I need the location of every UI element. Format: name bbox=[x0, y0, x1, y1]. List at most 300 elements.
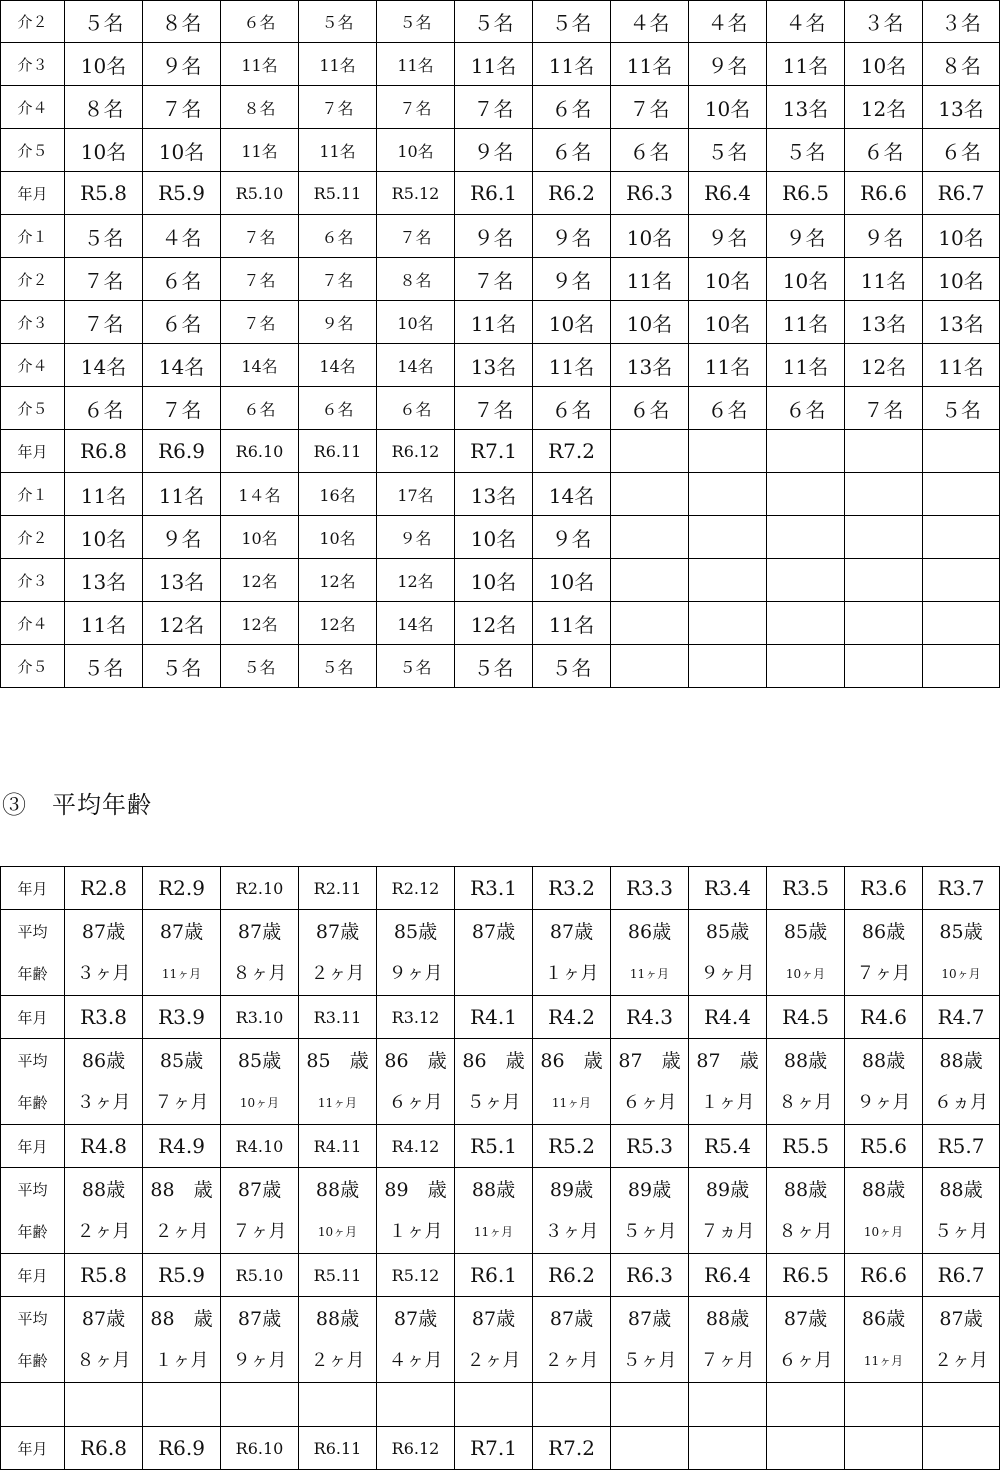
table-cell: 11名 bbox=[533, 602, 611, 645]
table-cell: R5.8 bbox=[65, 172, 143, 215]
table-cell bbox=[611, 516, 689, 559]
table-cell: 11名 bbox=[767, 344, 845, 387]
table-cell: 12名 bbox=[299, 602, 377, 645]
table-cell: ３名 bbox=[923, 1, 1000, 43]
age-stack bbox=[65, 1175, 142, 1247]
table-cell: 12名 bbox=[221, 559, 299, 602]
age-years: 88歳 bbox=[939, 1049, 983, 1072]
table-row bbox=[1, 344, 1000, 387]
age-stack bbox=[689, 917, 766, 989]
age-months: ８ヶ月 bbox=[76, 1349, 131, 1371]
age-years: 87歳 bbox=[81, 920, 126, 943]
table-cell: ５名 bbox=[65, 215, 143, 258]
row-label: 年月 bbox=[1, 1125, 65, 1168]
age-cell bbox=[689, 1039, 767, 1125]
table-cell: ９名 bbox=[533, 215, 611, 258]
age-cell bbox=[65, 910, 143, 996]
table-cell: ７名 bbox=[143, 86, 221, 129]
row-label: 介５ bbox=[1, 129, 65, 172]
age-cell bbox=[923, 910, 1000, 996]
age-cell bbox=[533, 1297, 611, 1383]
table-cell: ８名 bbox=[923, 43, 1000, 86]
age-months: 11ヶ月 bbox=[317, 1095, 358, 1110]
age-years: 89歳 bbox=[627, 1178, 672, 1201]
average-age-row bbox=[1, 1039, 1000, 1125]
row-label: 介２ bbox=[1, 1, 65, 43]
table-cell: 11名 bbox=[533, 43, 611, 86]
age-months: 11ヶ月 bbox=[161, 966, 202, 981]
empty-cell bbox=[923, 1383, 1000, 1427]
age-cell bbox=[845, 1039, 923, 1125]
age-cell bbox=[221, 1168, 299, 1254]
table-cell: ６名 bbox=[611, 387, 689, 430]
table-cell: 11名 bbox=[767, 301, 845, 344]
year-month-row bbox=[1, 1427, 1000, 1470]
table-cell: 13名 bbox=[455, 344, 533, 387]
table-cell: ７名 bbox=[65, 258, 143, 301]
table-cell: 13名 bbox=[65, 559, 143, 602]
age-years: 85歳 bbox=[159, 1049, 204, 1072]
table-cell: 14名 bbox=[377, 602, 455, 645]
age-stack bbox=[767, 1304, 844, 1376]
month-cell: R6.3 bbox=[611, 1254, 689, 1297]
table-cell: 13名 bbox=[923, 301, 1000, 344]
month-cell: R6.4 bbox=[689, 1254, 767, 1297]
table-cell: ５名 bbox=[65, 1, 143, 43]
age-months: ７ヵ月 bbox=[700, 1220, 755, 1242]
year-month-row bbox=[1, 1254, 1000, 1297]
age-stack bbox=[377, 1046, 454, 1118]
empty-cell bbox=[533, 1383, 611, 1427]
age-cell bbox=[377, 1297, 455, 1383]
row-label: 介１ bbox=[1, 215, 65, 258]
month-cell: R6.8 bbox=[65, 1427, 143, 1470]
table-cell: ７名 bbox=[221, 301, 299, 344]
month-cell: R5.10 bbox=[221, 1254, 299, 1297]
month-cell: R2.12 bbox=[377, 867, 455, 910]
age-years: 85歳 bbox=[237, 1049, 282, 1072]
age-months: １ヶ月 bbox=[700, 1091, 755, 1113]
age-months: ６ヶ月 bbox=[622, 1091, 677, 1113]
table-cell: ７名 bbox=[611, 86, 689, 129]
month-cell: R3.11 bbox=[299, 996, 377, 1039]
table-cell: ５名 bbox=[377, 645, 455, 688]
table-cell: ５名 bbox=[221, 645, 299, 688]
age-stack bbox=[845, 1304, 922, 1376]
table-cell: 12名 bbox=[299, 559, 377, 602]
table-cell: ６名 bbox=[689, 387, 767, 430]
empty-cell bbox=[299, 1383, 377, 1427]
empty-cell bbox=[1, 1383, 65, 1427]
month-cell: R4.11 bbox=[299, 1125, 377, 1168]
table-cell bbox=[923, 602, 1000, 645]
age-years: 87歳 bbox=[81, 1307, 126, 1330]
age-years: 86歳 bbox=[861, 920, 906, 943]
month-cell bbox=[767, 1427, 845, 1470]
age-months: ３ヶ月 bbox=[76, 1091, 131, 1113]
table-cell: R6.7 bbox=[923, 172, 1000, 215]
table-cell bbox=[845, 602, 923, 645]
table-cell: ７名 bbox=[455, 258, 533, 301]
age-years: 87歳 bbox=[549, 920, 594, 943]
month-cell: R2.9 bbox=[143, 867, 221, 910]
table-cell: ９名 bbox=[455, 215, 533, 258]
row-label: 介５ bbox=[1, 645, 65, 688]
table-cell: 10名 bbox=[689, 86, 767, 129]
age-cell bbox=[299, 1039, 377, 1125]
table-cell: 12名 bbox=[377, 559, 455, 602]
table-row bbox=[1, 602, 1000, 645]
month-cell: R4.10 bbox=[221, 1125, 299, 1168]
table-cell: 11名 bbox=[143, 473, 221, 516]
age-stack bbox=[377, 917, 454, 989]
table-row bbox=[1, 258, 1000, 301]
table-cell: ９名 bbox=[455, 129, 533, 172]
age-years: 87 歳 bbox=[618, 1049, 681, 1072]
month-cell: R3.7 bbox=[923, 867, 1000, 910]
label-average: 平均 bbox=[17, 922, 48, 941]
empty-cell bbox=[689, 1383, 767, 1427]
age-months: 10ヶ月 bbox=[317, 1224, 358, 1239]
empty-cell bbox=[455, 1383, 533, 1427]
age-years: 88歳 bbox=[783, 1178, 828, 1201]
month-cell: R4.3 bbox=[611, 996, 689, 1039]
row-label: 介３ bbox=[1, 43, 65, 86]
label-age: 年齢 bbox=[17, 1222, 48, 1241]
table-cell: ６名 bbox=[143, 258, 221, 301]
table-cell: ９名 bbox=[689, 215, 767, 258]
table-cell: ６名 bbox=[221, 1, 299, 43]
age-cell bbox=[65, 1297, 143, 1383]
table-cell: 12名 bbox=[845, 86, 923, 129]
table-cell: ５名 bbox=[143, 645, 221, 688]
table-cell bbox=[923, 559, 1000, 602]
age-cell bbox=[299, 910, 377, 996]
table-cell: ７名 bbox=[221, 258, 299, 301]
table-cell bbox=[689, 559, 767, 602]
table-cell bbox=[611, 645, 689, 688]
age-months: ８ヶ月 bbox=[778, 1220, 833, 1242]
table-cell bbox=[767, 602, 845, 645]
table-cell: 12名 bbox=[221, 602, 299, 645]
month-cell: R3.1 bbox=[455, 867, 533, 910]
table-cell: ９名 bbox=[767, 215, 845, 258]
table-cell: 14名 bbox=[377, 344, 455, 387]
table-cell: ７名 bbox=[455, 86, 533, 129]
empty-cell bbox=[611, 1383, 689, 1427]
table-cell: 10名 bbox=[377, 301, 455, 344]
table-cell: 14名 bbox=[221, 344, 299, 387]
table-cell: R5.10 bbox=[221, 172, 299, 215]
table-cell: ７名 bbox=[299, 86, 377, 129]
age-years: 86 歳 bbox=[384, 1049, 447, 1072]
table-cell bbox=[611, 602, 689, 645]
age-cell bbox=[143, 1168, 221, 1254]
age-stack bbox=[923, 1304, 999, 1376]
table-cell bbox=[923, 516, 1000, 559]
empty-cell bbox=[845, 1383, 923, 1427]
table-cell: ９名 bbox=[689, 43, 767, 86]
age-months: ２ヶ月 bbox=[154, 1220, 209, 1242]
age-months: １ヶ月 bbox=[154, 1349, 209, 1371]
age-months: 11ヶ月 bbox=[863, 1353, 904, 1368]
table-row bbox=[1, 645, 1000, 688]
table-cell: ５名 bbox=[533, 645, 611, 688]
age-stack bbox=[845, 917, 922, 989]
age-stack bbox=[299, 917, 376, 989]
table-cell: ９名 bbox=[143, 516, 221, 559]
table-cell: 10名 bbox=[533, 559, 611, 602]
age-months: ８ヶ月 bbox=[778, 1091, 833, 1113]
table-cell: ６名 bbox=[299, 215, 377, 258]
table-cell: ５名 bbox=[65, 645, 143, 688]
age-months bbox=[455, 959, 532, 989]
table-cell: 11名 bbox=[923, 344, 1000, 387]
age-years: 87歳 bbox=[783, 1307, 828, 1330]
age-stack bbox=[689, 1046, 766, 1118]
age-stack bbox=[611, 917, 688, 989]
age-years: 87歳 bbox=[315, 920, 360, 943]
table-cell: 10名 bbox=[689, 258, 767, 301]
age-stack bbox=[65, 1304, 142, 1376]
age-stack bbox=[143, 1175, 220, 1247]
table-cell: 11名 bbox=[611, 258, 689, 301]
age-years: 88歳 bbox=[315, 1307, 360, 1330]
month-cell: R4.2 bbox=[533, 996, 611, 1039]
table-cell: 11名 bbox=[65, 473, 143, 516]
average-age-row bbox=[1, 1168, 1000, 1254]
table-cell: ７名 bbox=[455, 387, 533, 430]
table-cell: R6.2 bbox=[533, 172, 611, 215]
month-cell: R2.11 bbox=[299, 867, 377, 910]
month-cell: R6.7 bbox=[923, 1254, 1000, 1297]
table-cell: R6.11 bbox=[299, 430, 377, 473]
row-label bbox=[1, 910, 65, 996]
age-stack bbox=[455, 1304, 532, 1376]
row-label: 介４ bbox=[1, 602, 65, 645]
age-stack bbox=[611, 1046, 688, 1118]
table-cell: 17名 bbox=[377, 473, 455, 516]
table-cell: 11名 bbox=[221, 43, 299, 86]
month-cell: R7.1 bbox=[455, 1427, 533, 1470]
table-cell: R7.2 bbox=[533, 430, 611, 473]
table-row bbox=[1, 43, 1000, 86]
age-years: 87歳 bbox=[237, 1307, 282, 1330]
age-stack bbox=[923, 1046, 999, 1118]
age-cell bbox=[923, 1297, 1000, 1383]
age-cell bbox=[845, 1168, 923, 1254]
table-cell: 10名 bbox=[65, 129, 143, 172]
row-label: 年月 bbox=[1, 996, 65, 1039]
age-stack bbox=[923, 917, 999, 989]
age-stack bbox=[299, 1046, 376, 1118]
month-cell: R4.4 bbox=[689, 996, 767, 1039]
age-months: ７ヶ月 bbox=[154, 1091, 209, 1113]
age-cell bbox=[767, 1168, 845, 1254]
month-cell bbox=[923, 1427, 1000, 1470]
age-months: ６ヶ月 bbox=[778, 1349, 833, 1371]
month-cell: R4.7 bbox=[923, 996, 1000, 1039]
age-months: ５ヶ月 bbox=[622, 1349, 677, 1371]
empty-cell bbox=[221, 1383, 299, 1427]
table-cell: 13名 bbox=[767, 86, 845, 129]
age-years: 87歳 bbox=[159, 920, 204, 943]
month-cell: R6.9 bbox=[143, 1427, 221, 1470]
age-cell bbox=[611, 1168, 689, 1254]
month-cell: R4.5 bbox=[767, 996, 845, 1039]
table-row bbox=[1, 301, 1000, 344]
age-stack bbox=[377, 1304, 454, 1376]
table-cell: R6.6 bbox=[845, 172, 923, 215]
table-cell: 10名 bbox=[455, 516, 533, 559]
table-cell: ３名 bbox=[845, 1, 923, 43]
age-months: ７ヶ月 bbox=[856, 962, 911, 984]
age-stack bbox=[533, 917, 610, 989]
age-months: ７ヶ月 bbox=[232, 1220, 287, 1242]
age-months: １ヶ月 bbox=[388, 1220, 443, 1242]
table-cell: ６名 bbox=[923, 129, 1000, 172]
age-cell bbox=[845, 910, 923, 996]
month-cell: R4.12 bbox=[377, 1125, 455, 1168]
empty-cell bbox=[377, 1383, 455, 1427]
age-stack bbox=[689, 1175, 766, 1247]
table-cell: ６名 bbox=[221, 387, 299, 430]
age-stack bbox=[923, 1175, 999, 1247]
age-stack bbox=[221, 917, 298, 989]
month-cell: R5.2 bbox=[533, 1125, 611, 1168]
table-cell: 10名 bbox=[377, 129, 455, 172]
age-years: 87歳 bbox=[471, 920, 516, 943]
age-cell bbox=[455, 1297, 533, 1383]
age-years: 86歳 bbox=[81, 1049, 126, 1072]
table-cell: ５名 bbox=[689, 129, 767, 172]
age-years: 87 歳 bbox=[696, 1049, 759, 1072]
age-stack bbox=[299, 1304, 376, 1376]
age-years: 88歳 bbox=[81, 1178, 126, 1201]
table-cell: ６名 bbox=[533, 129, 611, 172]
age-cell bbox=[221, 1039, 299, 1125]
month-cell: R3.12 bbox=[377, 996, 455, 1039]
table-cell: ６名 bbox=[377, 387, 455, 430]
age-months: ６ヶ月 bbox=[388, 1091, 443, 1113]
month-cell: R5.12 bbox=[377, 1254, 455, 1297]
age-months: ５ヶ月 bbox=[622, 1220, 677, 1242]
age-years: 88歳 bbox=[861, 1178, 906, 1201]
table-row bbox=[1, 559, 1000, 602]
age-years: 85歳 bbox=[939, 920, 983, 943]
age-months: ２ヶ月 bbox=[310, 962, 365, 984]
age-stack bbox=[299, 1175, 376, 1247]
age-cell bbox=[689, 1297, 767, 1383]
age-months: ２ヶ月 bbox=[934, 1349, 988, 1371]
table-cell: ４名 bbox=[767, 1, 845, 43]
table-cell: 10名 bbox=[767, 258, 845, 301]
age-years: 89 歳 bbox=[384, 1178, 447, 1201]
month-cell: R4.6 bbox=[845, 996, 923, 1039]
table-cell: ７名 bbox=[377, 215, 455, 258]
table-cell: R7.1 bbox=[455, 430, 533, 473]
row-label: 介２ bbox=[1, 516, 65, 559]
table-cell: 10名 bbox=[923, 215, 1000, 258]
age-months: 10ヶ月 bbox=[941, 966, 981, 981]
table-cell: 11名 bbox=[689, 344, 767, 387]
empty-cell bbox=[143, 1383, 221, 1427]
row-label: 介１ bbox=[1, 473, 65, 516]
table-cell bbox=[767, 645, 845, 688]
month-cell: R3.10 bbox=[221, 996, 299, 1039]
table-cell: ９名 bbox=[533, 516, 611, 559]
row-label: 年月 bbox=[1, 867, 65, 910]
age-years: 87歳 bbox=[237, 920, 282, 943]
table-cell: ４名 bbox=[143, 215, 221, 258]
table-cell bbox=[845, 645, 923, 688]
table-cell: ７名 bbox=[299, 258, 377, 301]
table-cell: 13名 bbox=[143, 559, 221, 602]
table-cell: R6.5 bbox=[767, 172, 845, 215]
table-cell: 10名 bbox=[65, 516, 143, 559]
table-cell: 11名 bbox=[455, 301, 533, 344]
table-cell: 1４名 bbox=[221, 473, 299, 516]
row-label: 介２ bbox=[1, 258, 65, 301]
average-age-row bbox=[1, 910, 1000, 996]
age-cell bbox=[845, 1297, 923, 1383]
age-years: 89歳 bbox=[549, 1178, 594, 1201]
label-stack bbox=[1, 1304, 64, 1376]
age-months: 10ヶ月 bbox=[785, 966, 826, 981]
table-row bbox=[1, 473, 1000, 516]
age-stack bbox=[221, 1175, 298, 1247]
table-cell: 14名 bbox=[143, 344, 221, 387]
age-years: 88歳 bbox=[705, 1307, 750, 1330]
table-row bbox=[1, 1, 1000, 43]
age-cell bbox=[299, 1168, 377, 1254]
row-label: 年月 bbox=[1, 1427, 65, 1470]
row-label bbox=[1, 1297, 65, 1383]
month-cell: R3.4 bbox=[689, 867, 767, 910]
month-cell: R6.5 bbox=[767, 1254, 845, 1297]
empty-cell bbox=[65, 1383, 143, 1427]
month-cell: R4.9 bbox=[143, 1125, 221, 1168]
month-cell: R6.11 bbox=[299, 1427, 377, 1470]
table-cell bbox=[767, 516, 845, 559]
age-years: 87歳 bbox=[549, 1307, 594, 1330]
age-cell bbox=[689, 910, 767, 996]
table-cell: ７名 bbox=[845, 387, 923, 430]
age-cell bbox=[767, 910, 845, 996]
age-months: ８ヶ月 bbox=[232, 962, 287, 984]
age-years: 85歳 bbox=[783, 920, 828, 943]
table-cell: 10名 bbox=[299, 516, 377, 559]
month-cell: R5.9 bbox=[143, 1254, 221, 1297]
age-stack bbox=[455, 1046, 532, 1118]
table-cell: 11名 bbox=[455, 43, 533, 86]
table-cell: 10名 bbox=[845, 43, 923, 86]
table-cell: R5.11 bbox=[299, 172, 377, 215]
age-cell bbox=[923, 1168, 1000, 1254]
table-row bbox=[1, 172, 1000, 215]
age-months: １ヶ月 bbox=[544, 962, 599, 984]
table-cell: 11名 bbox=[611, 43, 689, 86]
empty-row bbox=[1, 1383, 1000, 1427]
table-row bbox=[1, 430, 1000, 473]
table-cell: 11名 bbox=[377, 43, 455, 86]
table-cell: R5.12 bbox=[377, 172, 455, 215]
age-months: 11ヶ月 bbox=[473, 1224, 514, 1239]
age-stack bbox=[845, 1175, 922, 1247]
age-stack bbox=[533, 1175, 610, 1247]
table-cell: ４名 bbox=[689, 1, 767, 43]
month-cell: R3.8 bbox=[65, 996, 143, 1039]
